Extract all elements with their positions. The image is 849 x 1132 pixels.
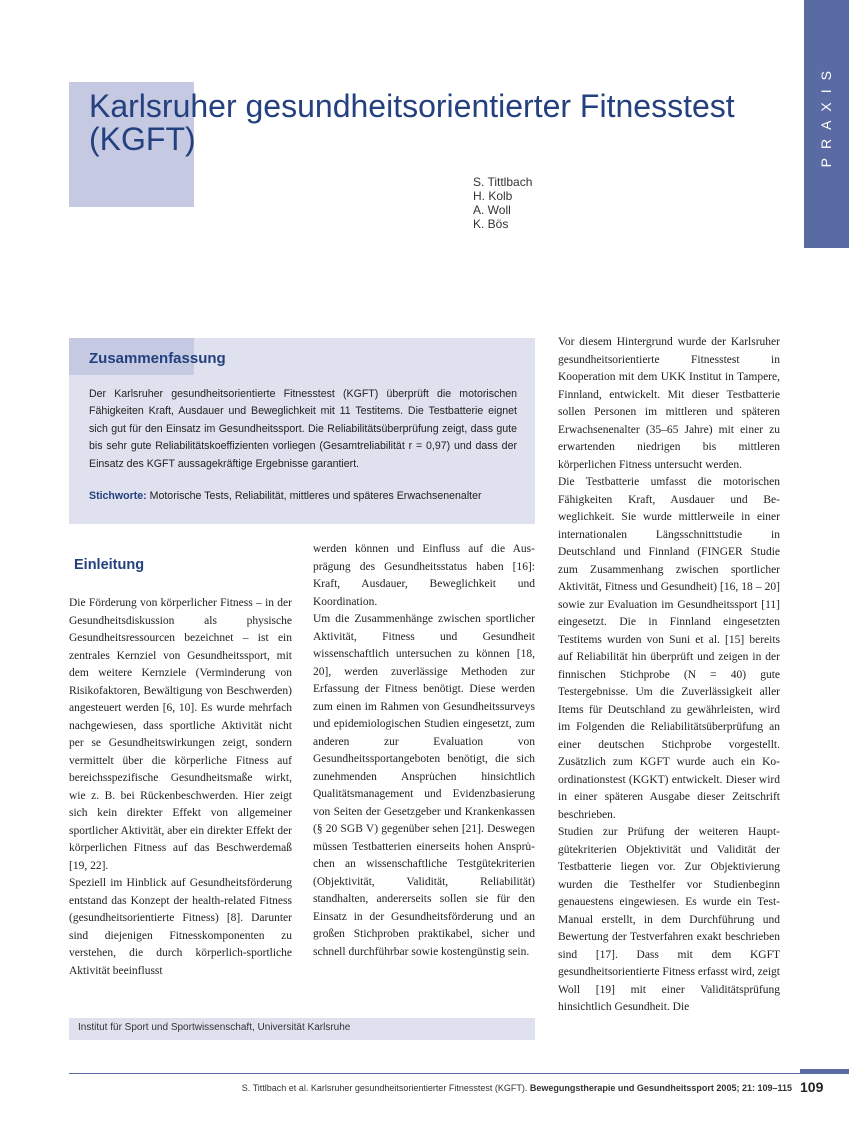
- keywords-text: Motorische Tests, Reliabilität, mittleres und späteres Erwachsenenalter: [149, 490, 482, 502]
- author-list: [473, 175, 532, 231]
- footer-accent: [800, 1069, 849, 1074]
- author: H. Kolb: [473, 189, 513, 203]
- abstract-text: Der Karlsruher gesundheitsorientierte Fitnesstest (KGFT) überprüft die motorischen Fähigkeiten Kraft, Ausdauer und Beweglichkeit mit 11 Testitems. Die Testbatterie eignet sich gut für den Einsatz im Gesundheitssport. Die Reliabilitätsüberprüfung zeigt, dass gute bis sehr gute Reliabilitätskoeffizienten vorliegen (Gesamtreliabilität r = 0,97) und dass der Einsatz des KGFT aussagekräftige Ergebnisse garantiert.: [89, 388, 517, 470]
- section-heading: Einleitung: [74, 557, 145, 573]
- text-column-2: [313, 541, 535, 961]
- author: K. Bös: [473, 217, 509, 231]
- footer-rule: [69, 1073, 849, 1074]
- text-column-3: [558, 334, 780, 1017]
- citation-text: S. Tittlbach et al. Karlsruher gesundheitsorientierter Fitnesstest (KGFT).: [241, 1083, 530, 1093]
- keywords: [89, 490, 529, 502]
- page-number: 109: [800, 1079, 824, 1095]
- paragraph: Die Förderung von körperlicher Fitness – in der Gesundheitsdiskussion als physische Gesundheitsressourcen bezeichnet – ist ein zentrales Kernziel von Gesundheitssport, mit dem weitere Kernziele (Verminderung von Risikofaktoren, Bewältigung von Beschwerden) angesteuert werden [6, 10]. Es wurde mehrfach nachgewiesen, dass sportliche Aktivität nicht per se Gesundheitswirkungen zeigt, sondern vermittelt über die körperliche Fitness auf bereichsspezifische Gesundheitsmaße wirkt, wie z. B. bei Rückenbeschwerden. Hier zeigt sich kein direkter Effekt von allgemeiner sportlicher Aktivität, aber ein direkter Effekt der körperlichen Fitness auf das Beschwerdemaß [19, 22].: [69, 597, 292, 872]
- section-tab-label: PRAXIS: [818, 62, 834, 168]
- abstract-heading: Zusammenfassung: [89, 350, 226, 367]
- paragraph: Um die Zusammenhänge zwischen sportlicher Aktivität, Fitness und Gesundheit wissenschaftlich untersuchen zu können [18, 20], werden zuverlässige Methoden zur Erfassung der Fitness benötigt. Diese werden zum einen im Rahmen von Gesundheitssurveys und epidemiologischen Studien eingesetzt, zum anderen zur Evaluation von Gesundheitssportangeboten benötigt, die sich zunehmenden Anspru̇chen hinsichtlich Qualitätsmanagement und Evidenzbasierung von Seiten der Gesetzgeber und Krankenkassen (§ 20 SGB V) gegenüber sehen [21]. Deswegen müssen Testbatterien einerseits hohen Anspru̇chen an wissenschaftliche Testgütekriterien (Objektivität, Validität, Reliabilität) standhalten, andererseits sollen sie für den Einsatz in der Gesundheitsförderung und an großen Stichproben praktikabel, sicher und schnell durchführbar sowie kostengünstig sein.: [313, 613, 535, 958]
- section-tab: [804, 0, 849, 248]
- affiliation-box: [69, 1018, 535, 1040]
- paragraph: Speziell im Hinblick auf Gesundheitsförderung entstand das Konzept der health-related Fitness (gesundheitsorientierte Fitness) [8]. Darunter sind diejenigen Fitnesskomponenten zu verstehen, die durch körperlich-sportliche Aktivität beeinflusst: [69, 877, 292, 977]
- paragraph: Die Testbatterie umfasst die motorischen Fähigkeiten Kraft, Ausdauer und Beweglichkeit. Sie wurde mittlerweile in einer internationalen Längsschnittstudie in Deutschland und Finnland (FINGER Studie zum Zusammenhang zwischen sportlicher Aktivität, Fitness und Gesundheit) [16, 18 – 20] sowie zur Evaluation im Gesundheitssport [11] eingesetzt. Die in Finnland eingesetzten Testitems wurden von Suni et al. [15] bereits auf Reliabilität hin überprüft und zeigen in der finnischen Stichprobe (N = 40) gute Testergebnisse. Um die Zuverlässigkeit aller Items für Deutschland zu gewährleisten, wird im Folgenden die Reliabilitätsüberprüfung an einer deutschen Stichprobe vorgestellt. Zusätzlich zum KGFT wurde auch ein Koordinationstest (KGKT) entwickelt. Dieser wird in einer späteren Ausgabe dieser Zeitschrift beschrieben.: [558, 476, 780, 821]
- journal-reference: Bewegungstherapie und Gesundheitssport 2005; 21: 109–115: [529, 1083, 792, 1093]
- author: A. Woll: [473, 203, 511, 217]
- paragraph: werden können und Einfluss auf die Ausprägung des Gesundheitsstatus haben [16]: Kraft, Ausdauer, Beweglichkeit und Koordination.: [313, 543, 535, 608]
- paragraph: Vor diesem Hintergrund wurde der Karlsruher gesundheitsorientierte Fitnesstest in Kooperation mit dem UKK Institut in Tampere, Finnland, entwickelt. Mit dieser Testbatterie sollen Personen im mittleren und späteren Erwachsenenalter (35–65 Jahre) mit einer zu erwartenden niedrigen bis mittleren körperlichen Fitness untersucht werden.: [558, 336, 780, 471]
- footer-citation: [242, 1083, 792, 1093]
- paragraph: Studien zur Prüfung der weiteren Hauptgütekriterien Objektivität und Validität der Testbatterie liegen vor. Zur Objektivierung wurden die Testhelfer vor Studienbeginn genauestens eingewiesen. Es wurde ein Test-Manual erstellt, in dem Durchführung und Bewertung der Testverfahren exakt beschrieben sind [17]. Dass mit dem KGFT gesundheitsorientierte Fitness erfasst wird, zeigt Woll [19] mit einer Validitätsprüfung hinsichtlich Gesundheit. Die: [558, 826, 780, 1013]
- text-column-1: [69, 595, 292, 980]
- affiliation-text: Institut für Sport und Sportwissenschaft, Universität Karlsruhe: [78, 1022, 351, 1033]
- author: S. Tittlbach: [473, 175, 533, 189]
- keywords-label: Stichworte:: [89, 490, 147, 502]
- article-title: Karlsruher gesundheitsorientierter Fitnesstest (KGFT): [89, 88, 735, 157]
